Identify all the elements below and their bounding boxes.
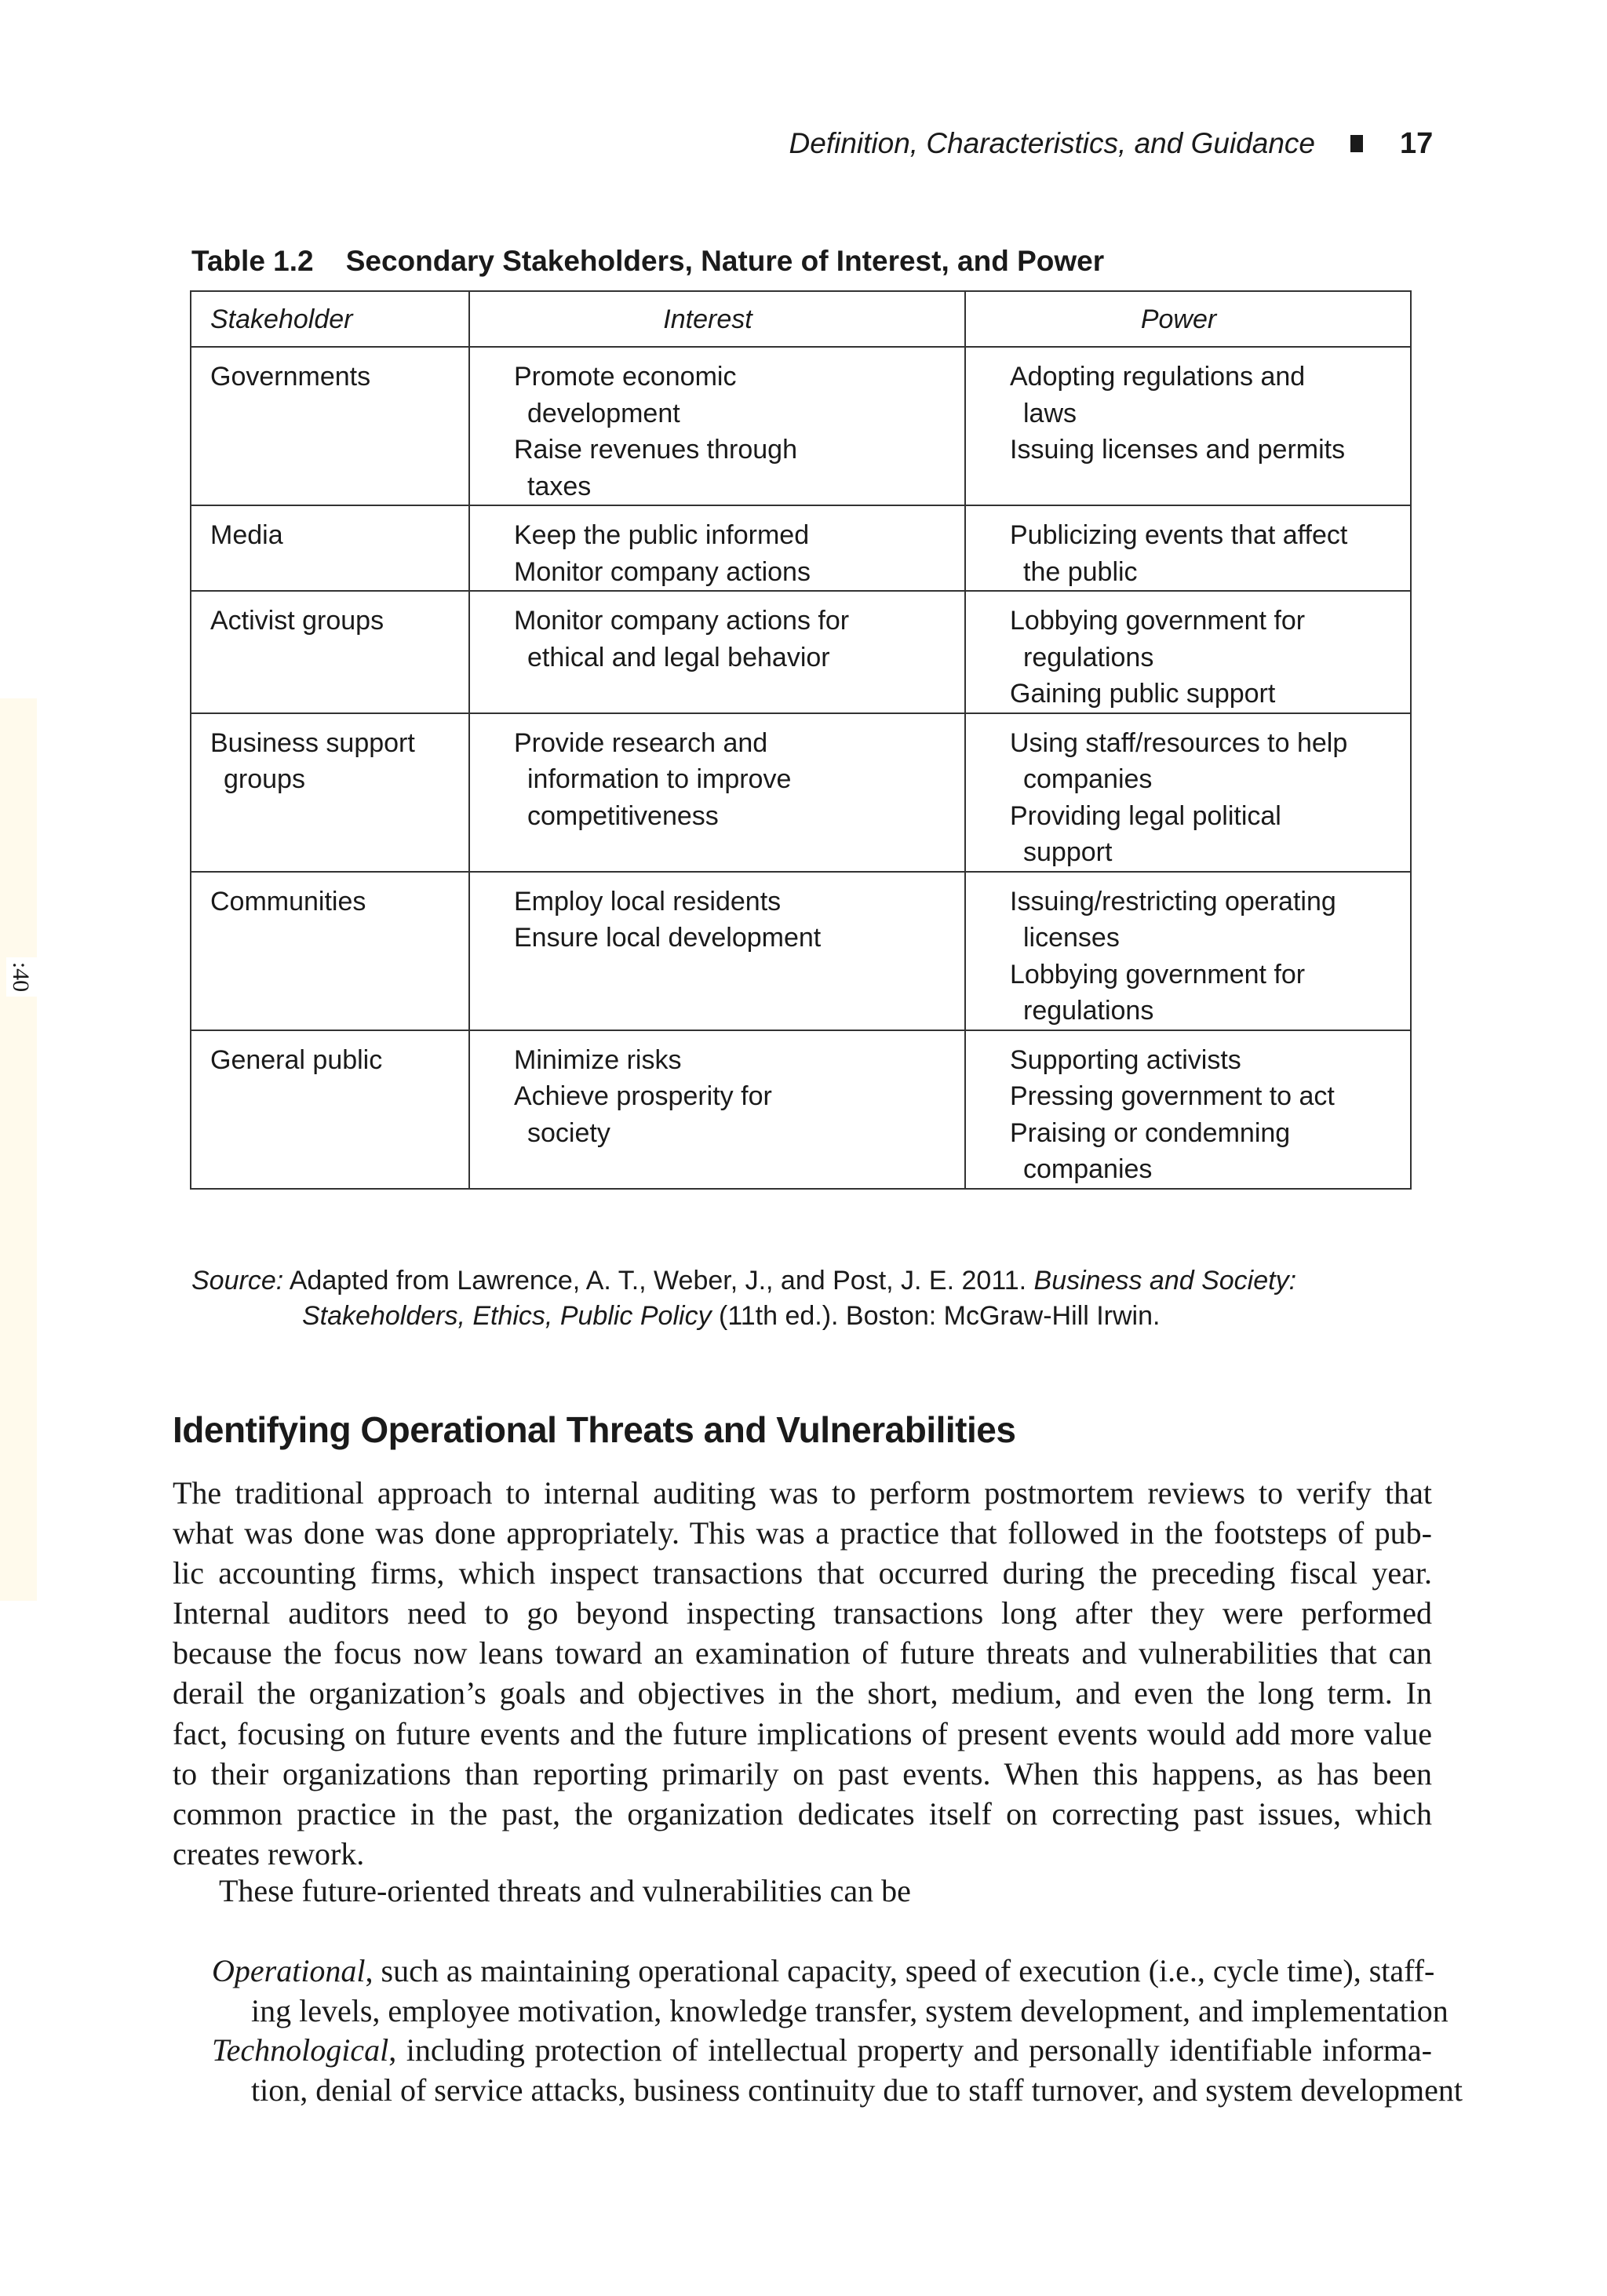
cell-line: Praising or condemning	[1010, 1117, 1291, 1148]
cell-line: Issuing/restricting operating	[1010, 886, 1336, 917]
list-intro: These future-oriented threats and vulnerabilities can be	[219, 1873, 911, 1908]
cell-line: development	[527, 398, 680, 428]
stakeholder-table	[190, 290, 1412, 1190]
cell-line: Lobbying government for	[1010, 959, 1306, 989]
cell-power	[965, 347, 1411, 505]
cell-line: society	[527, 1117, 610, 1148]
paragraph-line: Internal auditors need to go beyond inspecting transactions long after they were performed	[173, 1595, 1432, 1631]
table-row	[191, 1030, 1411, 1189]
paragraph-line: fact, focusing on future events and the future implications of present events would add more value	[173, 1715, 1432, 1751]
cell-line: Monitor company actions	[514, 556, 811, 587]
cell-power	[965, 872, 1411, 1030]
cell-line: Pressing government to act	[1010, 1081, 1335, 1111]
cell-power	[965, 713, 1411, 872]
cell-line: General public	[210, 1044, 383, 1075]
list-item-technological	[212, 2031, 1463, 2110]
cell-line: companies	[1023, 764, 1153, 794]
cell-interest	[469, 713, 965, 872]
source-title-1: Business and Society:	[1033, 1266, 1297, 1296]
cell-line: Publicizing events that affect	[1010, 520, 1348, 550]
cell-line: Provide research and	[514, 727, 768, 758]
body-paragraph	[173, 1473, 1432, 1874]
paragraph-line: to their organizations than reporting primarily on past events. When this happens, as has been	[173, 1755, 1432, 1791]
table-row	[191, 347, 1411, 505]
cell-line: Minimize risks	[514, 1044, 682, 1075]
paragraph-line: because the focus now leans toward an examination of future threats and vulnerabilities that can	[173, 1635, 1432, 1671]
cell-line: Employ local residents	[514, 886, 782, 917]
source-text-1: Adapted from Lawrence, A. T., Weber, J., and Post, J. E. 2011.	[283, 1266, 1034, 1296]
cell-stakeholder	[191, 591, 469, 713]
list-text-cont: ing levels, employee motivation, knowledge transfer, system development, and implementation	[251, 1992, 1448, 2028]
cell-line: Activist groups	[210, 606, 384, 636]
margin-label: :40	[8, 961, 34, 993]
cell-stakeholder	[191, 505, 469, 591]
column-header-interest: Interest	[469, 291, 965, 347]
cell-line: regulations	[1023, 996, 1154, 1026]
column-header-power: Power	[965, 291, 1411, 347]
list-text: , including protection of intellectual property and personally identifiable informa-	[388, 2032, 1432, 2068]
cell-interest	[469, 505, 965, 591]
cell-line: Issuing licenses and permits	[1010, 435, 1346, 465]
cell-line: Achieve prosperity for	[514, 1081, 772, 1111]
paragraph-line: creates rework.	[173, 1835, 365, 1871]
cell-line: support	[1023, 837, 1113, 867]
cell-line: Media	[210, 520, 283, 550]
table-title: Table 1.2 Secondary Stakeholders, Nature of Interest, and Power	[191, 245, 1105, 277]
cell-power	[965, 591, 1411, 713]
cell-line: taxes	[527, 471, 592, 501]
square-bullet-icon	[1350, 135, 1363, 152]
cell-line: companies	[1023, 1154, 1153, 1184]
table-row	[191, 505, 1411, 591]
cell-power	[965, 505, 1411, 591]
list-term: Technological	[212, 2032, 389, 2068]
cell-interest	[469, 1030, 965, 1189]
list-text-cont: tion, denial of service attacks, business continuity due to staff turnover, and system development	[251, 2072, 1463, 2108]
cell-line: ethical and legal behavior	[527, 642, 830, 672]
running-head-title: Definition, Characteristics, and Guidance	[789, 127, 1315, 159]
cell-interest	[469, 347, 965, 505]
cell-interest	[469, 872, 965, 1030]
source-label: Source:	[191, 1266, 284, 1296]
cell-line: Gaining public support	[1010, 679, 1276, 709]
paragraph-line: common practice in the past, the organization dedicates itself on correcting past issues, which	[173, 1795, 1432, 1831]
page-number: 17	[1400, 127, 1434, 160]
paragraph-line: derail the organization’s goals and objectives in the short, medium, and even the long term. In	[173, 1675, 1432, 1711]
table-header-row	[191, 291, 1411, 347]
cell-line: Using staff/resources to help	[1010, 727, 1348, 758]
cell-line: Promote economic	[514, 362, 737, 392]
cell-line: the public	[1023, 556, 1138, 587]
cell-line: information to improve	[527, 764, 792, 794]
cell-line: groups	[224, 764, 305, 794]
cell-line: licenses	[1023, 923, 1120, 953]
cell-stakeholder	[191, 1030, 469, 1189]
cell-power	[965, 1030, 1411, 1189]
column-header-stakeholder: Stakeholder	[191, 291, 469, 347]
cell-stakeholder	[191, 872, 469, 1030]
table-row	[191, 713, 1411, 872]
list-text: , such as maintaining operational capacity, speed of execution (i.e., cycle time), staff-	[365, 1953, 1435, 1988]
paragraph-line: what was done was done appropriately. This was a practice that followed in the footsteps of pub-	[173, 1515, 1432, 1551]
cell-line: Communities	[210, 886, 366, 917]
cell-stakeholder	[191, 713, 469, 872]
table-row	[191, 872, 1411, 1030]
cell-line: Ensure local development	[514, 923, 822, 953]
table-row	[191, 591, 1411, 713]
cell-line: Adopting regulations and	[1010, 362, 1306, 392]
cell-line: competitiveness	[527, 800, 719, 831]
source-title-2: Stakeholders, Ethics, Public Policy	[302, 1301, 712, 1331]
source-text-2: (11th ed.). Boston: McGraw-Hill Irwin.	[711, 1301, 1161, 1331]
cell-line: Lobbying government for	[1010, 606, 1306, 636]
margin-highlight-strip	[0, 698, 37, 1601]
cell-line: Business support	[210, 727, 415, 758]
cell-line: Governments	[210, 362, 371, 392]
cell-line: Supporting activists	[1010, 1044, 1241, 1075]
cell-line: laws	[1023, 398, 1077, 428]
cell-line: Keep the public informed	[514, 520, 810, 550]
table-source-note	[191, 1263, 1296, 1334]
cell-line: Providing legal political	[1010, 800, 1281, 831]
list-term: Operational	[212, 1953, 366, 1988]
paragraph-line: lic accounting firms, which inspect transactions that occurred during the preceding fiscal year.	[173, 1555, 1432, 1591]
cell-line: Raise revenues through	[514, 435, 798, 465]
cell-interest	[469, 591, 965, 713]
cell-line: regulations	[1023, 642, 1154, 672]
section-heading: Identifying Operational Threats and Vulnerabilities	[173, 1409, 1016, 1450]
cell-line: Monitor company actions for	[514, 606, 850, 636]
cell-stakeholder	[191, 347, 469, 505]
list-item-operational	[212, 1952, 1448, 2031]
paragraph-line: The traditional approach to internal auditing was to perform postmortem reviews to verify that	[173, 1475, 1432, 1511]
